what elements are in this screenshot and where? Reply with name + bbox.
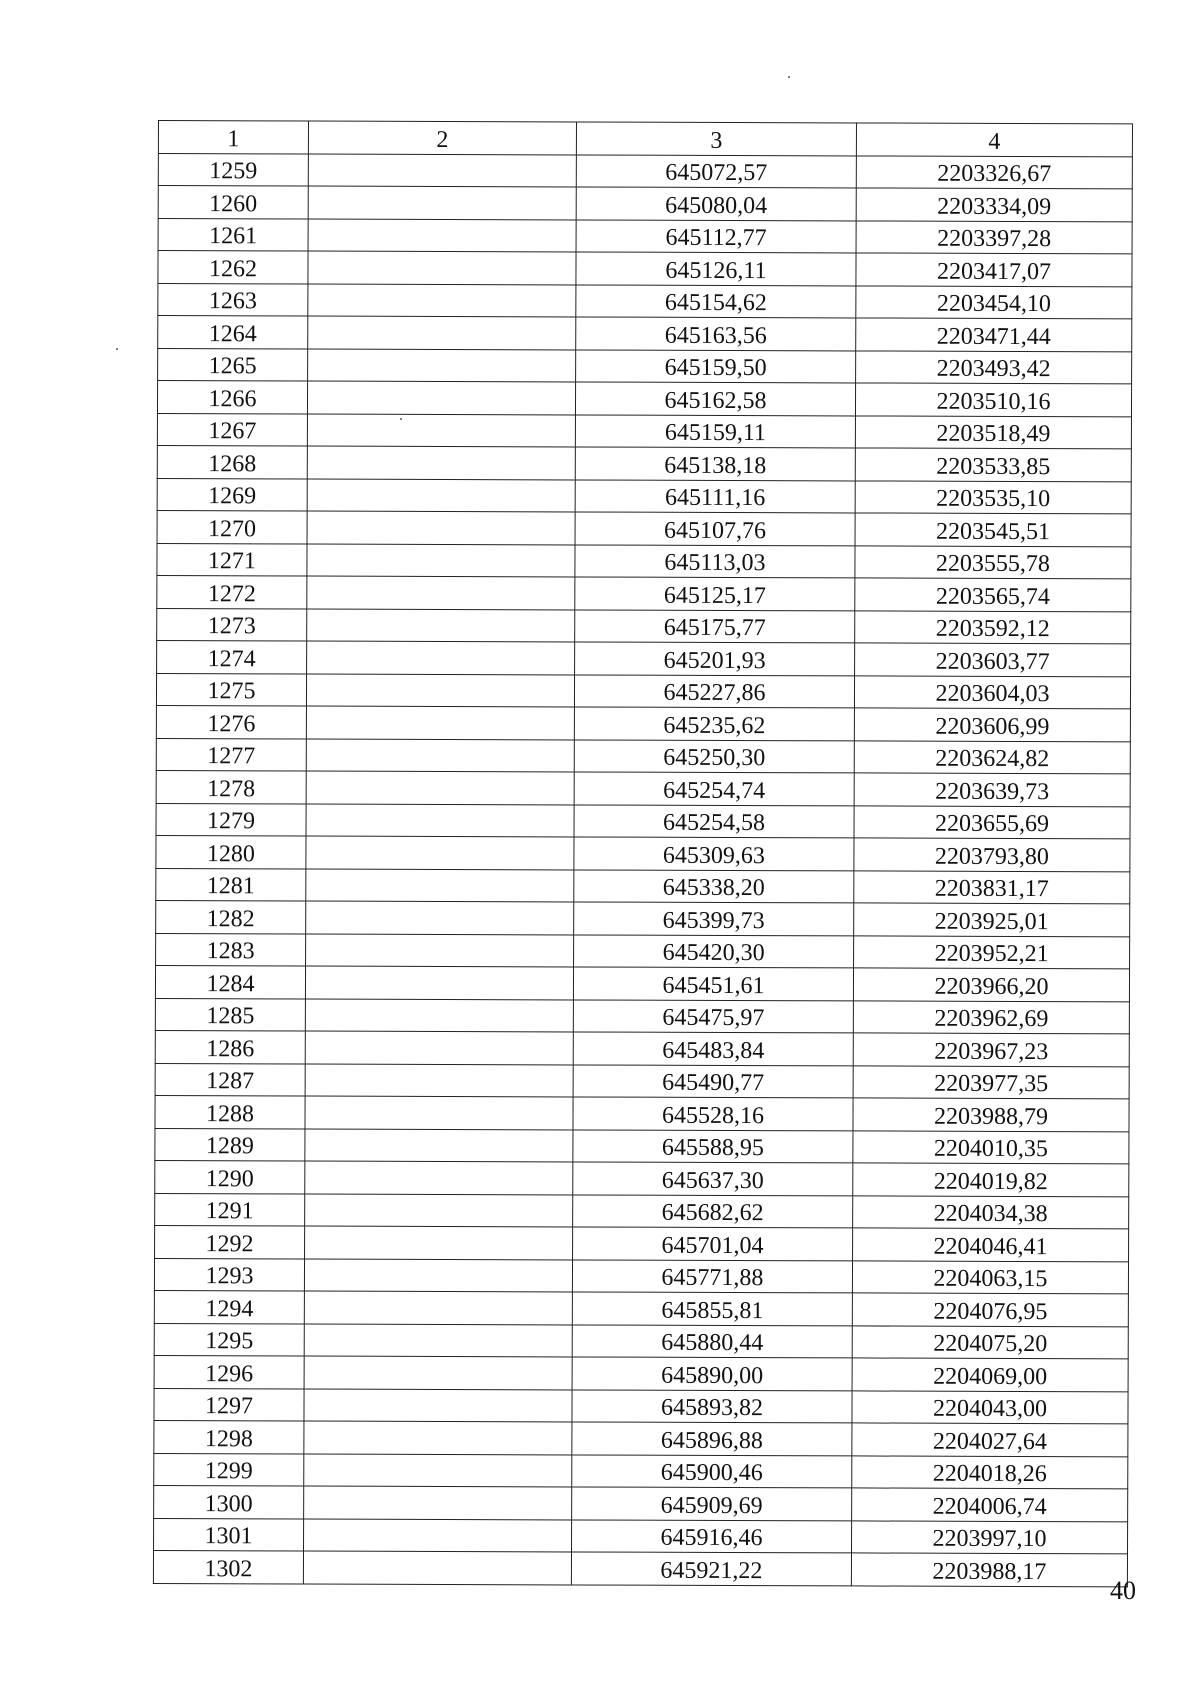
y-coordinate-cell: 2203966,20 [853, 968, 1129, 1001]
point-number-cell: 1273 [157, 608, 307, 641]
empty-cell [307, 381, 575, 414]
table-row [157, 640, 1131, 676]
scan-speck [788, 76, 790, 78]
y-coordinate-cell: 2203334,09 [856, 188, 1132, 221]
point-number-cell: 1279 [156, 803, 306, 836]
table-row [154, 1518, 1128, 1554]
header-cell-col3: 3 [576, 122, 856, 155]
header-cell-col2: 2 [308, 121, 576, 154]
table-row [154, 1355, 1128, 1391]
table-row [154, 1388, 1128, 1424]
empty-cell [304, 1519, 572, 1552]
x-coordinate-cell: 645254,74 [574, 772, 854, 805]
empty-cell [306, 739, 574, 772]
point-number-cell: 1298 [154, 1420, 304, 1453]
empty-cell [305, 1226, 573, 1259]
empty-cell [307, 446, 575, 479]
y-coordinate-cell: 2203988,17 [851, 1553, 1127, 1586]
y-coordinate-cell: 2203604,03 [854, 675, 1130, 708]
x-coordinate-cell: 645682,62 [573, 1194, 853, 1227]
y-coordinate-cell: 2203606,99 [854, 708, 1130, 741]
x-coordinate-cell: 645162,58 [575, 382, 855, 415]
x-coordinate-cell: 645111,16 [575, 479, 855, 512]
y-coordinate-cell: 2204019,82 [853, 1163, 1129, 1196]
y-coordinate-cell: 2203997,10 [852, 1520, 1128, 1553]
empty-cell [307, 511, 575, 544]
table-row [155, 1128, 1129, 1164]
empty-cell [304, 1291, 572, 1324]
y-coordinate-cell: 2203471,44 [856, 318, 1132, 351]
y-coordinate-cell: 2203988,79 [853, 1098, 1129, 1131]
table-row [157, 510, 1131, 546]
empty-cell [303, 1551, 571, 1584]
y-coordinate-cell: 2203454,10 [856, 285, 1132, 318]
y-coordinate-cell: 2203967,23 [853, 1033, 1129, 1066]
point-number-cell: 1299 [154, 1453, 304, 1486]
table-row [158, 218, 1132, 254]
coordinates-table [153, 120, 1133, 1587]
point-number-cell: 1297 [154, 1388, 304, 1421]
table-row [158, 186, 1132, 222]
point-number-cell: 1266 [157, 381, 307, 414]
y-coordinate-cell: 2203326,67 [856, 155, 1132, 188]
table-row [155, 1095, 1129, 1131]
empty-cell [306, 771, 574, 804]
table-row [156, 803, 1130, 839]
table-header-row [158, 121, 1132, 157]
y-coordinate-cell: 2203555,78 [855, 545, 1131, 578]
point-number-cell: 1262 [158, 251, 308, 284]
point-number-cell: 1261 [158, 218, 308, 251]
table-row [158, 348, 1132, 384]
empty-cell [307, 576, 575, 609]
table-row [157, 478, 1131, 514]
point-number-cell: 1293 [154, 1258, 304, 1291]
empty-cell [308, 251, 576, 284]
empty-cell [308, 316, 576, 349]
x-coordinate-cell: 645490,77 [573, 1064, 853, 1097]
x-coordinate-cell: 645163,56 [576, 317, 856, 350]
x-coordinate-cell: 645159,11 [575, 414, 855, 447]
table-row [156, 933, 1130, 969]
x-coordinate-cell: 645175,77 [575, 609, 855, 642]
x-coordinate-cell: 645250,30 [574, 739, 854, 772]
x-coordinate-cell: 645125,17 [575, 577, 855, 610]
y-coordinate-cell: 2203535,10 [855, 480, 1131, 513]
y-coordinate-cell: 2204075,20 [852, 1325, 1128, 1358]
empty-cell [305, 1194, 573, 1227]
table-row [156, 705, 1130, 741]
empty-cell [304, 1421, 572, 1454]
empty-cell [308, 219, 576, 252]
point-number-cell: 1264 [158, 316, 308, 349]
empty-cell [306, 869, 574, 902]
empty-cell [305, 1129, 573, 1162]
table-row [155, 1160, 1129, 1196]
table-row [155, 1030, 1129, 1066]
y-coordinate-cell: 2204069,00 [852, 1358, 1128, 1391]
empty-cell [307, 479, 575, 512]
x-coordinate-cell: 645916,46 [572, 1519, 852, 1552]
table-row [158, 316, 1132, 352]
y-coordinate-cell: 2203977,35 [853, 1065, 1129, 1098]
x-coordinate-cell: 645072,57 [576, 154, 856, 187]
point-number-cell: 1300 [154, 1485, 304, 1518]
scan-speck [116, 348, 118, 350]
x-coordinate-cell: 645112,77 [576, 219, 856, 252]
table-row [154, 1453, 1128, 1489]
table-row [157, 445, 1131, 481]
x-coordinate-cell: 645227,86 [574, 674, 854, 707]
point-number-cell: 1276 [156, 705, 306, 738]
empty-cell [304, 1454, 572, 1487]
x-coordinate-cell: 645451,61 [573, 967, 853, 1000]
x-coordinate-cell: 645900,46 [572, 1454, 852, 1487]
y-coordinate-cell: 2204006,74 [852, 1488, 1128, 1521]
y-coordinate-cell: 2203624,82 [854, 740, 1130, 773]
y-coordinate-cell: 2203510,16 [855, 383, 1131, 416]
y-coordinate-cell: 2203639,73 [854, 773, 1130, 806]
table-row [158, 283, 1132, 319]
point-number-cell: 1291 [155, 1193, 305, 1226]
table-row [155, 1063, 1129, 1099]
table-row [157, 381, 1131, 417]
table-row [156, 868, 1130, 904]
y-coordinate-cell: 2203397,28 [856, 220, 1132, 253]
y-coordinate-cell: 2203925,01 [854, 903, 1130, 936]
table-row [154, 1290, 1128, 1326]
y-coordinate-cell: 2203603,77 [855, 643, 1131, 676]
y-coordinate-cell: 2203565,74 [855, 578, 1131, 611]
point-number-cell: 1271 [157, 543, 307, 576]
x-coordinate-cell: 645154,62 [576, 284, 856, 317]
header-cell-col1: 1 [158, 121, 308, 154]
table-row [158, 251, 1132, 287]
x-coordinate-cell: 645893,82 [572, 1389, 852, 1422]
point-number-cell: 1294 [154, 1290, 304, 1323]
empty-cell [308, 284, 576, 317]
x-coordinate-cell: 645921,22 [571, 1552, 851, 1585]
x-coordinate-cell: 645201,93 [575, 642, 855, 675]
x-coordinate-cell: 645420,30 [574, 934, 854, 967]
empty-cell [306, 901, 574, 934]
x-coordinate-cell: 645254,58 [574, 804, 854, 837]
point-number-cell: 1272 [157, 575, 307, 608]
point-number-cell: 1265 [158, 348, 308, 381]
x-coordinate-cell: 645107,76 [575, 512, 855, 545]
empty-cell [306, 674, 574, 707]
table-row [157, 543, 1131, 579]
table-body [153, 153, 1132, 1586]
point-number-cell: 1290 [155, 1160, 305, 1193]
point-number-cell: 1283 [156, 933, 306, 966]
point-number-cell: 1285 [155, 998, 305, 1031]
y-coordinate-cell: 2203592,12 [855, 610, 1131, 643]
x-coordinate-cell: 645338,20 [574, 869, 854, 902]
y-coordinate-cell: 2203545,51 [855, 513, 1131, 546]
point-number-cell: 1277 [156, 738, 306, 771]
table-row [156, 673, 1130, 709]
table-row [156, 835, 1130, 871]
y-coordinate-cell: 2203493,42 [856, 350, 1132, 383]
x-coordinate-cell: 645309,63 [574, 837, 854, 870]
empty-cell [304, 1259, 572, 1292]
x-coordinate-cell: 645113,03 [575, 544, 855, 577]
x-coordinate-cell: 645701,04 [573, 1227, 853, 1260]
y-coordinate-cell: 2203793,80 [854, 838, 1130, 871]
table-row [153, 1550, 1127, 1586]
empty-cell [306, 934, 574, 967]
point-number-cell: 1274 [157, 640, 307, 673]
empty-cell [306, 836, 574, 869]
x-coordinate-cell: 645588,95 [573, 1129, 853, 1162]
empty-cell [305, 966, 573, 999]
empty-cell [305, 1064, 573, 1097]
x-coordinate-cell: 645483,84 [573, 1032, 853, 1065]
empty-cell [304, 1356, 572, 1389]
table-row [154, 1485, 1128, 1521]
point-number-cell: 1289 [155, 1128, 305, 1161]
point-number-cell: 1263 [158, 283, 308, 316]
table-row [155, 1225, 1129, 1261]
point-number-cell: 1296 [154, 1355, 304, 1388]
empty-cell [305, 999, 573, 1032]
empty-cell [308, 186, 576, 219]
empty-cell [308, 349, 576, 382]
x-coordinate-cell: 645909,69 [572, 1487, 852, 1520]
x-coordinate-cell: 645138,18 [575, 447, 855, 480]
table-row [155, 965, 1129, 1001]
y-coordinate-cell: 2203831,17 [854, 870, 1130, 903]
y-coordinate-cell: 2204043,00 [852, 1390, 1128, 1423]
header-cell-col4: 4 [856, 123, 1132, 156]
y-coordinate-cell: 2204076,95 [852, 1293, 1128, 1326]
empty-cell [307, 414, 575, 447]
table-row [154, 1420, 1128, 1456]
empty-cell [307, 544, 575, 577]
y-coordinate-cell: 2204018,26 [852, 1455, 1128, 1488]
empty-cell [305, 1096, 573, 1129]
point-number-cell: 1295 [154, 1323, 304, 1356]
table-row [154, 1323, 1128, 1359]
point-number-cell: 1275 [156, 673, 306, 706]
x-coordinate-cell: 645475,97 [573, 999, 853, 1032]
point-number-cell: 1270 [157, 510, 307, 543]
x-coordinate-cell: 645890,00 [572, 1357, 852, 1390]
x-coordinate-cell: 645855,81 [572, 1292, 852, 1325]
point-number-cell: 1302 [153, 1550, 303, 1583]
empty-cell [304, 1389, 572, 1422]
point-number-cell: 1269 [157, 478, 307, 511]
point-number-cell: 1268 [157, 445, 307, 478]
empty-cell [304, 1324, 572, 1357]
empty-cell [307, 641, 575, 674]
y-coordinate-cell: 2203952,21 [854, 935, 1130, 968]
empty-cell [308, 154, 576, 187]
point-number-cell: 1292 [155, 1225, 305, 1258]
y-coordinate-cell: 2203962,69 [853, 1000, 1129, 1033]
y-coordinate-cell: 2204027,64 [852, 1423, 1128, 1456]
y-coordinate-cell: 2203518,49 [855, 415, 1131, 448]
x-coordinate-cell: 645880,44 [572, 1324, 852, 1357]
table-row [156, 900, 1130, 936]
table-row [157, 608, 1131, 644]
point-number-cell: 1280 [156, 835, 306, 868]
x-coordinate-cell: 645399,73 [574, 902, 854, 935]
x-coordinate-cell: 645896,88 [572, 1422, 852, 1455]
point-number-cell: 1281 [156, 868, 306, 901]
page-number: 40 [1110, 1576, 1136, 1605]
empty-cell [305, 1031, 573, 1064]
y-coordinate-cell: 2204063,15 [852, 1260, 1128, 1293]
table-row [156, 770, 1130, 806]
y-coordinate-cell: 2203417,07 [856, 253, 1132, 286]
empty-cell [305, 1161, 573, 1194]
point-number-cell: 1284 [155, 965, 305, 998]
x-coordinate-cell: 645528,16 [573, 1097, 853, 1130]
y-coordinate-cell: 2204034,38 [853, 1195, 1129, 1228]
table-row [154, 1258, 1128, 1294]
table-row [157, 575, 1131, 611]
point-number-cell: 1278 [156, 770, 306, 803]
y-coordinate-cell: 2203533,85 [855, 448, 1131, 481]
point-number-cell: 1286 [155, 1030, 305, 1063]
table-row [158, 153, 1132, 189]
point-number-cell: 1301 [154, 1518, 304, 1551]
y-coordinate-cell: 2203655,69 [854, 805, 1130, 838]
x-coordinate-cell: 645771,88 [572, 1259, 852, 1292]
table-row [155, 1193, 1129, 1229]
x-coordinate-cell: 645159,50 [576, 349, 856, 382]
empty-cell [306, 804, 574, 837]
x-coordinate-cell: 645637,30 [573, 1162, 853, 1195]
empty-cell [306, 706, 574, 739]
y-coordinate-cell: 2204046,41 [853, 1228, 1129, 1261]
y-coordinate-cell: 2204010,35 [853, 1130, 1129, 1163]
empty-cell [304, 1486, 572, 1519]
point-number-cell: 1259 [158, 153, 308, 186]
point-number-cell: 1267 [157, 413, 307, 446]
x-coordinate-cell: 645235,62 [574, 707, 854, 740]
point-number-cell: 1282 [156, 900, 306, 933]
point-number-cell: 1260 [158, 186, 308, 219]
point-number-cell: 1287 [155, 1063, 305, 1096]
table-row [155, 998, 1129, 1034]
table-row [156, 738, 1130, 774]
table-row [157, 413, 1131, 449]
x-coordinate-cell: 645126,11 [576, 252, 856, 285]
point-number-cell: 1288 [155, 1095, 305, 1128]
x-coordinate-cell: 645080,04 [576, 187, 856, 220]
empty-cell [307, 609, 575, 642]
